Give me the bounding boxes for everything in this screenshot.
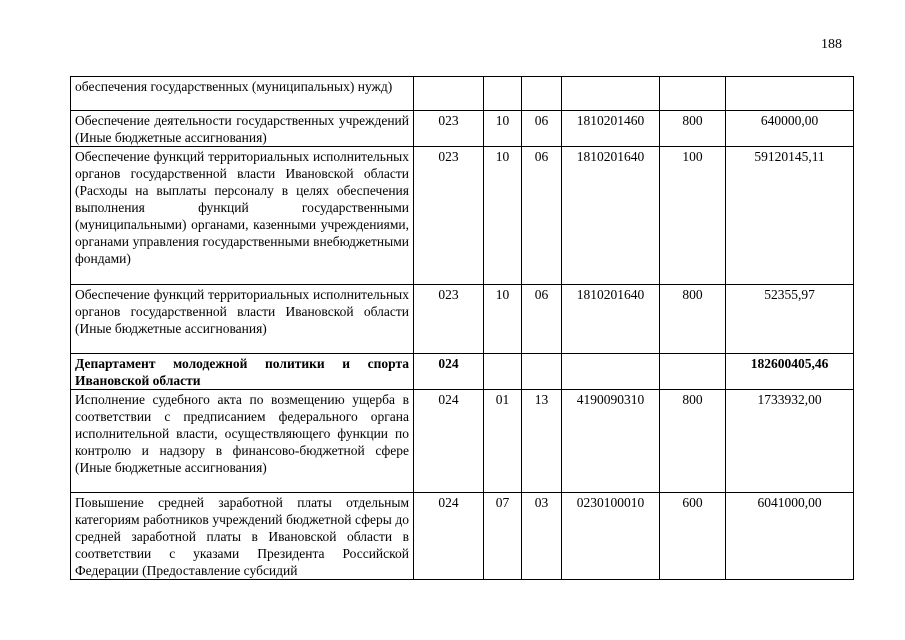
cell-subsection-code: 03 — [522, 493, 562, 580]
cell-subsection-code: 06 — [522, 111, 562, 147]
cell-amount — [726, 77, 854, 111]
cell-expense-type: 800 — [660, 285, 726, 354]
cell-description: Обеспечение функций территориальных исполнительных органов государственной власти Ивановской области (Расходы на выплаты персоналу в целях обеспечения выполнения функций государственными (муниципальными) органами, казенными учреждениями, органами управления государственными внебюджетными фондами) — [71, 147, 414, 285]
cell-expense-type — [660, 77, 726, 111]
cell-expense-type — [660, 354, 726, 390]
table-row — [71, 493, 854, 580]
cell-ministry-code: 023 — [414, 285, 484, 354]
budget-table-body — [71, 77, 854, 580]
cell-description: Департамент молодежной политики и спорта Ивановской области — [71, 354, 414, 390]
cell-expense-type: 100 — [660, 147, 726, 285]
table-row — [71, 354, 854, 390]
cell-description: Обеспечение функций территориальных исполнительных органов государственной власти Ивановской области (Иные бюджетные ассигнования) — [71, 285, 414, 354]
cell-section-code — [484, 77, 522, 111]
cell-description: Повышение средней заработной платы отдельным категориям работников учреждений бюджетной сферы до средней заработной платы в Ивановской области в соответствии с указами Президента Российской Федерации (Предоставление субсидий — [71, 493, 414, 580]
cell-expense-type: 800 — [660, 111, 726, 147]
cell-section-code — [484, 354, 522, 390]
cell-target-article — [562, 354, 660, 390]
cell-amount: 52355,97 — [726, 285, 854, 354]
cell-subsection-code: 13 — [522, 390, 562, 493]
cell-amount: 182600405,46 — [726, 354, 854, 390]
cell-ministry-code: 024 — [414, 390, 484, 493]
cell-subsection-code — [522, 354, 562, 390]
cell-target-article: 4190090310 — [562, 390, 660, 493]
cell-expense-type: 800 — [660, 390, 726, 493]
cell-amount: 6041000,00 — [726, 493, 854, 580]
table-row — [71, 111, 854, 147]
table-row — [71, 147, 854, 285]
cell-target-article: 0230100010 — [562, 493, 660, 580]
cell-target-article: 1810201460 — [562, 111, 660, 147]
cell-ministry-code: 024 — [414, 493, 484, 580]
cell-ministry-code — [414, 77, 484, 111]
cell-amount: 59120145,11 — [726, 147, 854, 285]
cell-ministry-code: 023 — [414, 147, 484, 285]
cell-subsection-code — [522, 77, 562, 111]
cell-subsection-code: 06 — [522, 285, 562, 354]
cell-section-code: 10 — [484, 111, 522, 147]
cell-section-code: 10 — [484, 147, 522, 285]
table-row — [71, 390, 854, 493]
cell-expense-type: 600 — [660, 493, 726, 580]
page-number: 188 — [821, 37, 842, 52]
cell-amount: 1733932,00 — [726, 390, 854, 493]
cell-description: обеспечения государственных (муниципальных) нужд) — [71, 77, 414, 111]
cell-section-code: 10 — [484, 285, 522, 354]
table-row — [71, 285, 854, 354]
table-row — [71, 77, 854, 111]
cell-section-code: 07 — [484, 493, 522, 580]
cell-description: Исполнение судебного акта по возмещению ущерба в соответствии с предписанием федерального органа исполнительной власти, осуществляющего функции по контролю и надзору в финансово-бюджетной сфере (Иные бюджетные ассигнования) — [71, 390, 414, 493]
cell-subsection-code: 06 — [522, 147, 562, 285]
cell-ministry-code: 023 — [414, 111, 484, 147]
cell-target-article: 1810201640 — [562, 285, 660, 354]
cell-target-article: 1810201640 — [562, 147, 660, 285]
cell-ministry-code: 024 — [414, 354, 484, 390]
cell-description: Обеспечение деятельности государственных учреждений (Иные бюджетные ассигнования) — [71, 111, 414, 147]
budget-table — [70, 76, 854, 580]
cell-section-code: 01 — [484, 390, 522, 493]
cell-amount: 640000,00 — [726, 111, 854, 147]
cell-target-article — [562, 77, 660, 111]
